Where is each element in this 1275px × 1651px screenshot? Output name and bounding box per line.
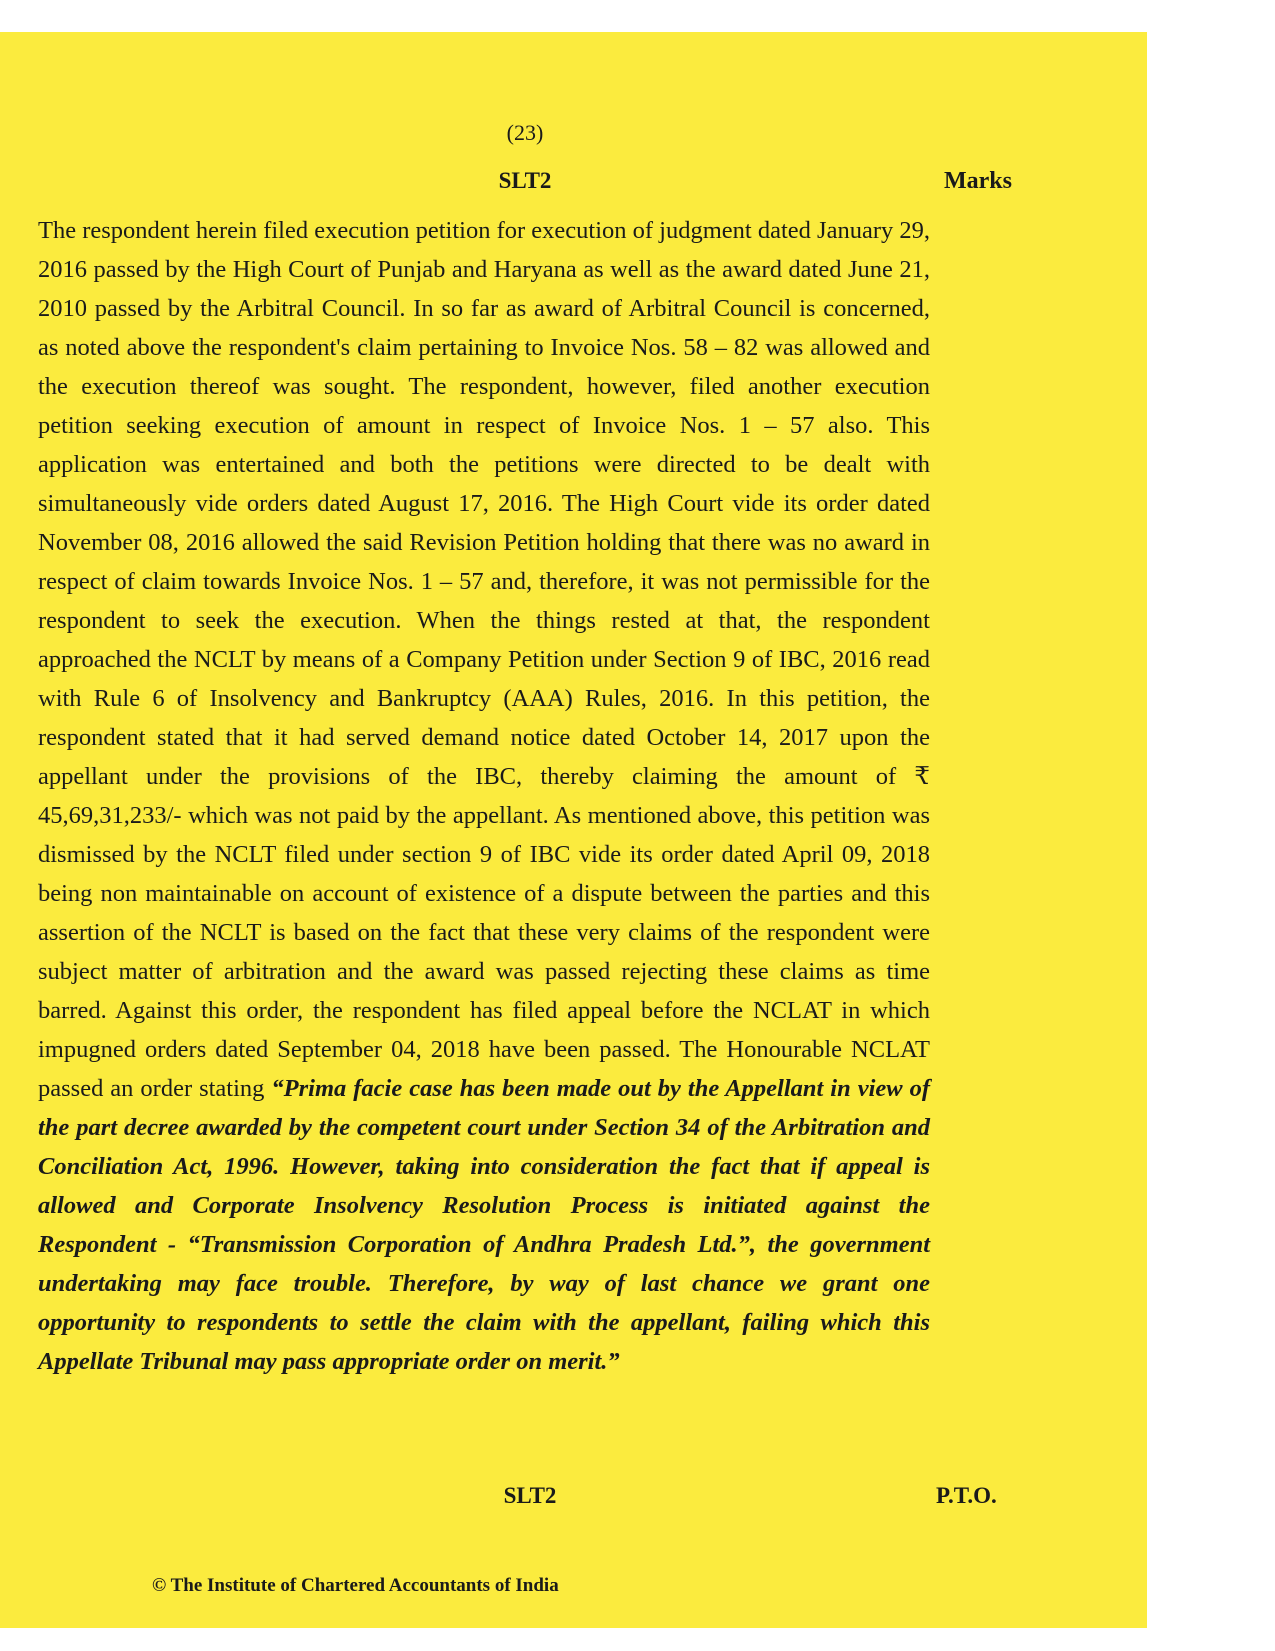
paragraph-main-text: The respondent herein filed execution petition for execution of judgment dated January 29, 2016 passed by the High Court of Punjab and Haryana as well as the award dated June 21, 2010 passed by the Arbitral Council. In so far as award of Arbitral Council is concerned, as noted above the respondent's claim pertaining to Invoice Nos. 58 – 82 was allowed and the execution thereof was sought. The respondent, however, filed another execution petition seeking execution of amount in respect of Invoice Nos. 1 – 57 also. This application was entertained and both the petitions were directed to be dealt with simultaneously vide orders dated August 17, 2016. The High Court vide its order dated November 08, 2016 allowed the said Revision Petition holding that there was no award in respect of claim towards Invoice Nos. 1 – 57 and, therefore, it was not permissible for the respondent to seek the execution. When the things rested at that, the respondent approached the NCLT by means of a Company Petition under Section 9 of IBC, 2016 read with Rule 6 of Insolvency and Bankruptcy (AAA) Rules, 2016. In this petition, the respondent stated that it had served demand notice dated October 14, 2017 upon the appellant under the provisions of the IBC, thereby claiming the amount of ₹ 45,69,31,233/- which was not paid by the appellant. As mentioned above, this petition was dismissed by the NCLT filed under section 9 of IBC vide its order dated April 09, 2018 being non maintainable on account of existence of a dispute between the parties and this assertion of the NCLT is based on the fact that these very claims of the respondent were subject matter of arbitration and the award was passed rejecting these claims as time barred. Against this order, the respondent has filed appeal before the NCLAT in which impugned orders dated September 04, 2018 have been passed. The Honourable NCLAT passed an order stating bbox=[38, 217, 930, 1102]
page-number: (23) bbox=[506, 120, 544, 145]
pto-label: P.T.O. bbox=[936, 1483, 997, 1508]
marks-column-label: Marks bbox=[944, 168, 1012, 194]
copyright-notice: © The Institute of Chartered Accountants of India bbox=[152, 1575, 559, 1596]
nclat-order-quote: “Prima facie case has been made out by the Appellant in view of the part decree awarded by the competent court under Section 34 of the Arbitration and Conciliation Act, 1996. However, taking into consideration the fact that if appeal is allowed and Corporate Insolvency Resolution Process is initiated against the Respondent - “Transmission Corporation of Andhra Pradesh Ltd.”, the government undertaking may face trouble. Therefore, by way of last chance we grant one opportunity to respondents to settle the claim with the appellant, failing which this Appellate Tribunal may pass appropriate order on merit.” bbox=[38, 1075, 930, 1375]
footer-paper-code: SLT2 bbox=[503, 1483, 557, 1508]
answer-paragraph bbox=[38, 211, 930, 1381]
header-paper-code: SLT2 bbox=[498, 168, 552, 193]
